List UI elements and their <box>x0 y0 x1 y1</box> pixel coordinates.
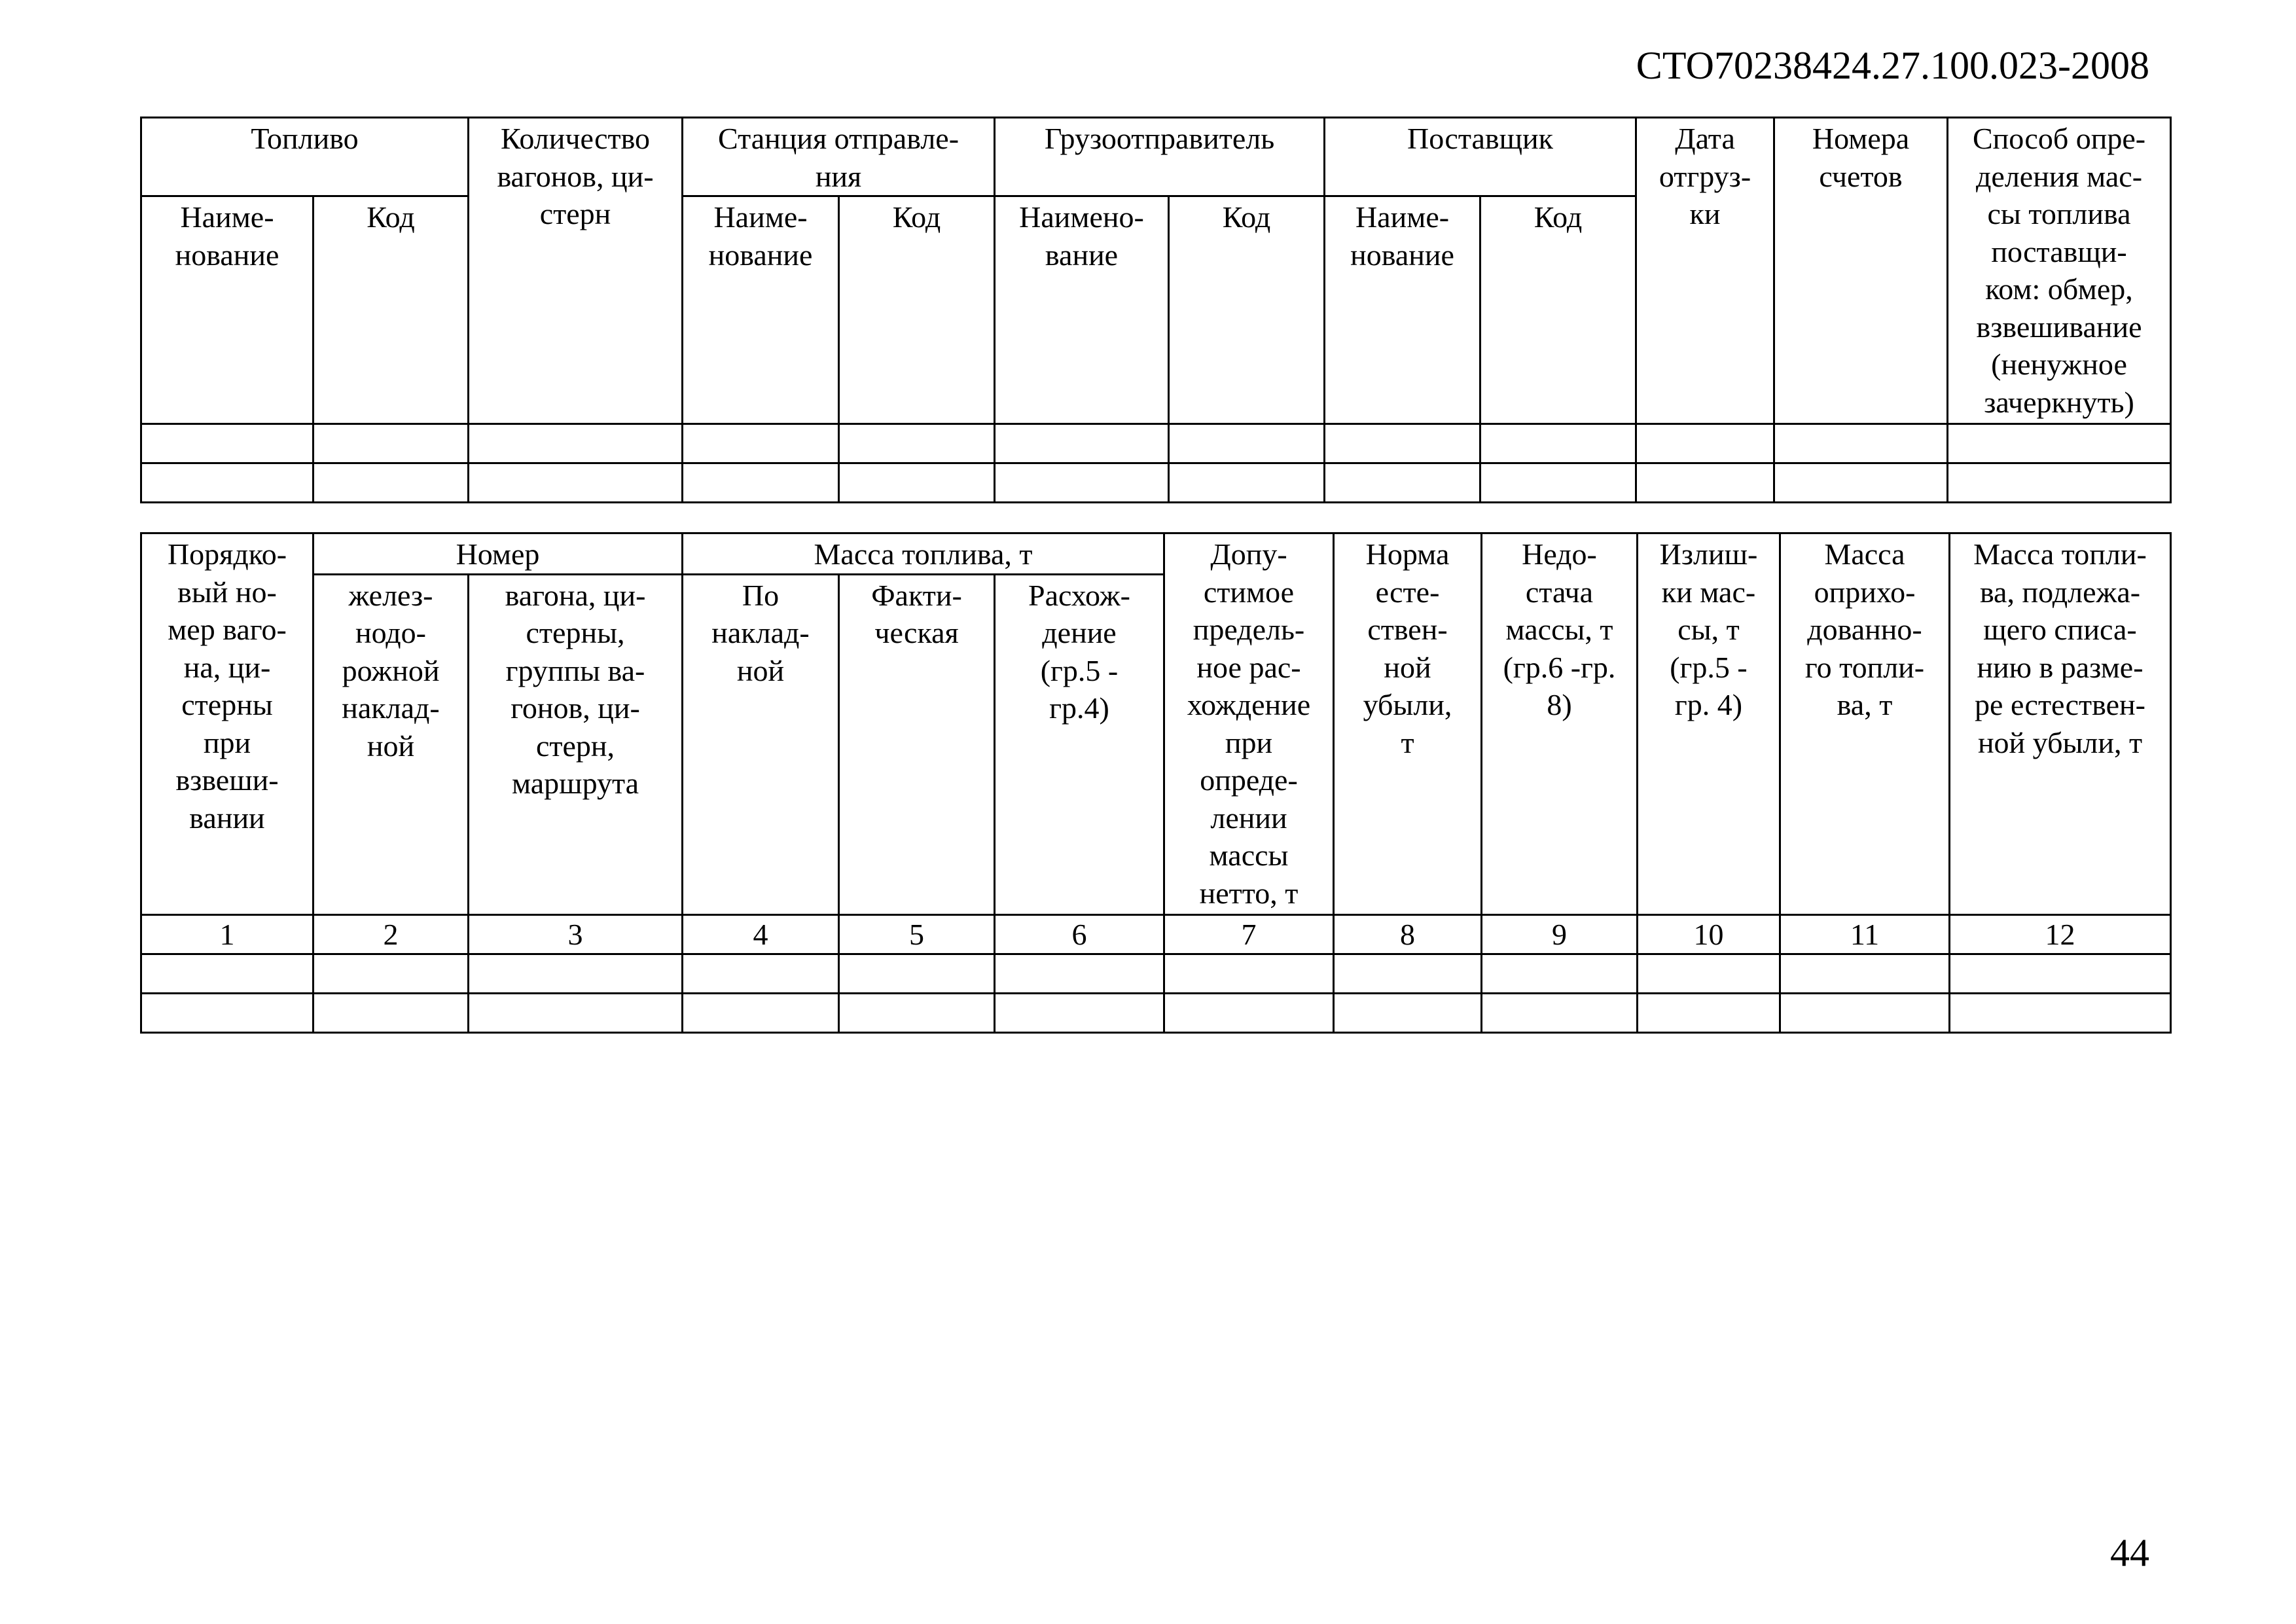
shortage-header: Недо- стача массы, т (гр.6 -гр. 8) <box>1482 533 1638 915</box>
allowed-discrepancy-header: Допу- стимое предель- ное рас- хождение при опреде- лении массы нетто, т <box>1164 533 1334 915</box>
table-cell[interactable] <box>314 954 469 994</box>
column-number: 9 <box>1482 914 1638 954</box>
fuel-code-header: Код <box>314 196 469 424</box>
table-cell[interactable] <box>1169 424 1325 463</box>
table-cell[interactable] <box>1480 424 1636 463</box>
column-number: 3 <box>469 914 683 954</box>
table-row <box>141 424 2171 463</box>
table-cell[interactable] <box>469 954 683 994</box>
departure-station-header: Станция отправле- ния <box>683 118 995 196</box>
table-cell[interactable] <box>1774 424 1948 463</box>
column-number: 7 <box>1164 914 1334 954</box>
number-header: Номер <box>314 533 683 575</box>
table-cell[interactable] <box>995 463 1169 503</box>
station-code-header: Код <box>839 196 995 424</box>
table-cell[interactable] <box>995 954 1164 994</box>
table-cell[interactable] <box>314 463 469 503</box>
table-cell[interactable] <box>1774 463 1948 503</box>
table-cell[interactable] <box>469 424 683 463</box>
actual-mass-header: Факти- ческая <box>839 574 995 914</box>
table-cell[interactable] <box>1482 954 1638 994</box>
table-cell[interactable] <box>839 463 995 503</box>
table-cell[interactable] <box>995 994 1164 1033</box>
fuel-shipment-table <box>140 117 2172 503</box>
table-row <box>141 463 2171 503</box>
column-number: 10 <box>1638 914 1780 954</box>
table-cell[interactable] <box>1334 994 1482 1033</box>
shipper-code-header: Код <box>1169 196 1325 424</box>
fuel-header: Топливо <box>141 118 469 196</box>
table-cell[interactable] <box>683 424 839 463</box>
column-number: 11 <box>1780 914 1950 954</box>
shipper-name-header: Наимено- вание <box>995 196 1169 424</box>
table-cell[interactable] <box>839 994 995 1033</box>
table-cell[interactable] <box>1950 954 2171 994</box>
table-cell[interactable] <box>1950 994 2171 1033</box>
table-cell[interactable] <box>314 424 469 463</box>
invoice-numbers-header: Номера счетов <box>1774 118 1948 424</box>
table-cell[interactable] <box>1780 994 1950 1033</box>
natural-loss-norm-header: Норма есте- ствен- ной убыли, т <box>1334 533 1482 915</box>
table-cell[interactable] <box>1948 424 2171 463</box>
table-cell[interactable] <box>683 954 839 994</box>
table-cell[interactable] <box>1164 954 1334 994</box>
table-cell[interactable] <box>141 994 314 1033</box>
table-cell[interactable] <box>1169 463 1325 503</box>
table-cell[interactable] <box>1482 994 1638 1033</box>
table-cell[interactable] <box>469 463 683 503</box>
column-number: 8 <box>1334 914 1482 954</box>
page-number: 44 <box>2110 1531 2149 1574</box>
supplier-code-header: Код <box>1480 196 1636 424</box>
column-number: 1 <box>141 914 314 954</box>
table-cell[interactable] <box>1780 954 1950 994</box>
fuel-name-header: Наиме- нование <box>141 196 314 424</box>
fuel-mass-header: Масса топлива, т <box>683 533 1164 575</box>
supplier-name-header: Наиме- нование <box>1325 196 1480 424</box>
table-cell[interactable] <box>1636 463 1774 503</box>
table-cell[interactable] <box>1164 994 1334 1033</box>
shipper-header: Грузоотправитель <box>995 118 1325 196</box>
received-mass-header: Масса oприхо- дованно- го топли- ва, т <box>1780 533 1950 915</box>
table2-header-row-1 <box>141 533 2171 575</box>
mass-by-invoice-header: По наклад- ной <box>683 574 839 914</box>
station-name-header: Наиме- нование <box>683 196 839 424</box>
supplier-header: Поставщик <box>1325 118 1636 196</box>
table-cell[interactable] <box>1325 463 1480 503</box>
table-row <box>141 994 2171 1033</box>
wagon-count-header: Количество вагонов, ци- стерн <box>469 118 683 424</box>
table-cell[interactable] <box>995 424 1169 463</box>
ship-date-header: Дата отгруз- ки <box>1636 118 1774 424</box>
table-cell[interactable] <box>314 994 469 1033</box>
column-number: 5 <box>839 914 995 954</box>
column-number: 2 <box>314 914 469 954</box>
rail-invoice-header: желез- нодо- рожной наклад- ной <box>314 574 469 914</box>
table-cell[interactable] <box>141 424 314 463</box>
discrepancy-header: Расхож- дение (гр.5 - гр.4) <box>995 574 1164 914</box>
table-cell[interactable] <box>469 994 683 1033</box>
table-cell[interactable] <box>683 463 839 503</box>
table-cell[interactable] <box>141 463 314 503</box>
table-cell[interactable] <box>683 994 839 1033</box>
writeoff-mass-header: Масса топли- ва, подлежа- щего списа- нию в разме- ре естествен- ной убыли, т <box>1950 533 2171 915</box>
column-number: 12 <box>1950 914 2171 954</box>
column-number: 6 <box>995 914 1164 954</box>
column-number: 4 <box>683 914 839 954</box>
column-number-row <box>141 914 2171 954</box>
table-cell[interactable] <box>1636 424 1774 463</box>
table-cell[interactable] <box>839 424 995 463</box>
surplus-header: Излиш- ки мас- сы, т (гр.5 - гр. 4) <box>1638 533 1780 915</box>
table-cell[interactable] <box>1325 424 1480 463</box>
table1-header-row-1 <box>141 118 2171 196</box>
document-code: СТО70238424.27.100.023-2008 <box>1636 44 2149 87</box>
table-row <box>141 954 2171 994</box>
table-cell[interactable] <box>1948 463 2171 503</box>
table-cell[interactable] <box>1638 994 1780 1033</box>
ordinal-number-header: Порядко- вый но- мер ваго- на, ци- стерны при взвеши- вании <box>141 533 314 915</box>
table-cell[interactable] <box>141 954 314 994</box>
mass-method-header: Способ опре- деления мас- сы топлива поставщи- ком: обмер, взвешивание (ненужное зачеркнуть) <box>1948 118 2171 424</box>
table-cell[interactable] <box>1480 463 1636 503</box>
table-cell[interactable] <box>1334 954 1482 994</box>
fuel-mass-table <box>140 532 2172 1034</box>
table-cell[interactable] <box>1638 954 1780 994</box>
table-cell[interactable] <box>839 954 995 994</box>
wagon-group-header: вагона, ци- стерны, группы ва- гонов, ци- стерн, маршрута <box>469 574 683 914</box>
